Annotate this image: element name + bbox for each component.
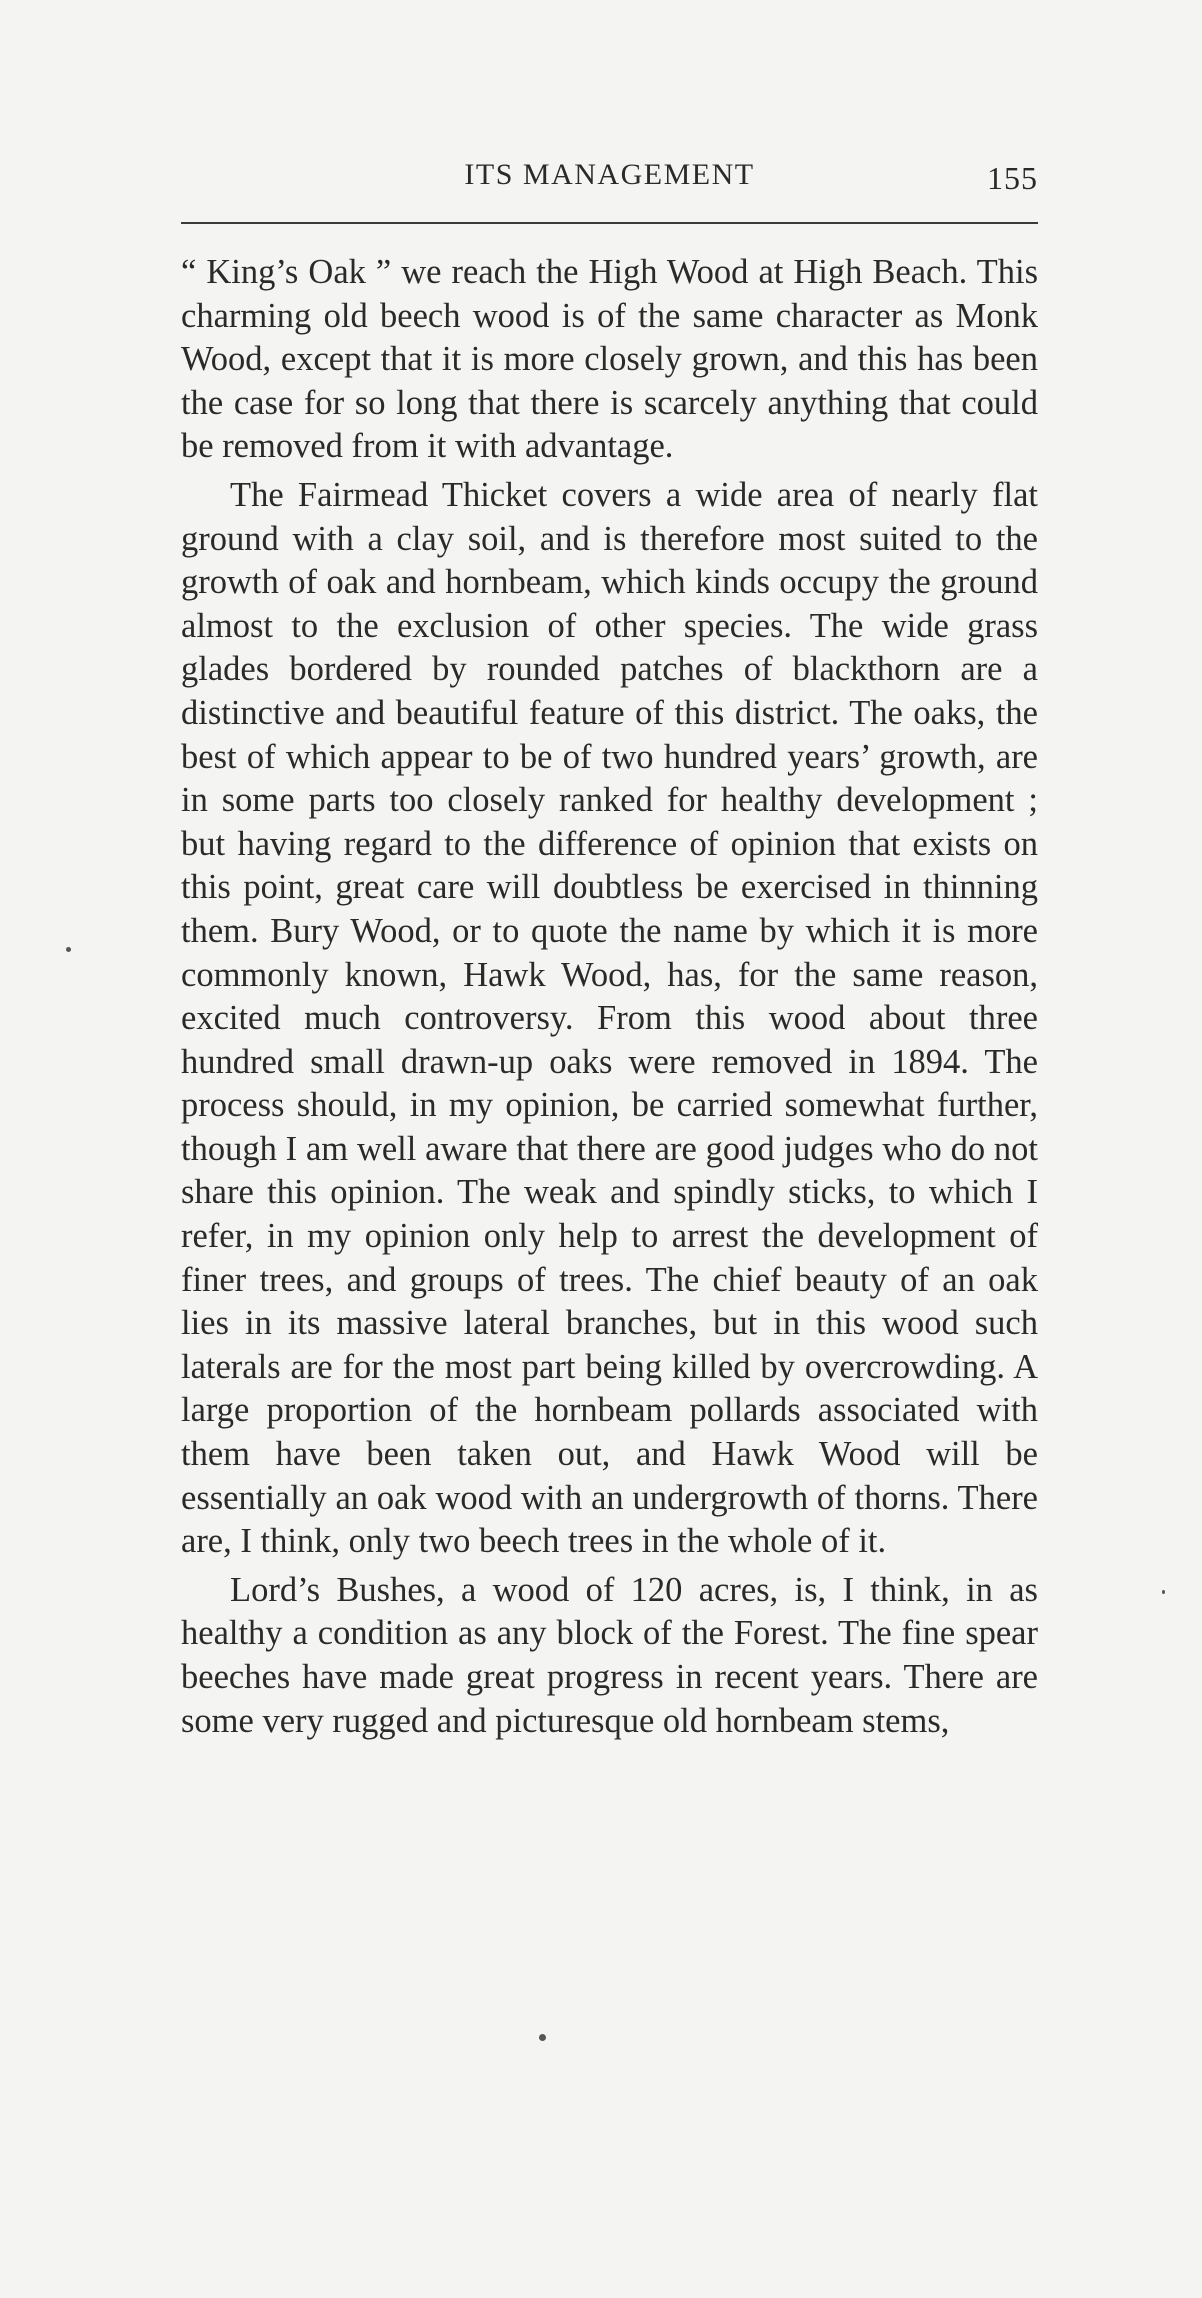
header-rule: [181, 222, 1038, 224]
paper-speck: [1162, 1590, 1165, 1594]
paragraph-2: The Fairmead Thicket covers a wide area of nearly flat ground with a clay soil, and is therefore most suited to the growth of oak and hornbeam, which kinds occupy the ground almost to the exclusion of other species. The wide grass glades bordered by rounded patches of blackthorn are a distinctive and beautiful feature of this district. The oaks, the best of which appear to be of two hundred years’ growth, are in some parts too closely ranked for healthy development ; but having regard to the difference of opinion that exists on this point, great care will doubtless be exercised in thinning them. Bury Wood, or to quote the name by which it is more commonly known, Hawk Wood, has, for the same reason, excited much controversy. From this wood about three hundred small drawn-up oaks were removed in 1894. The process should, in my opinion, be carried somewhat further, though I am well aware that there are good judges who do not share this opinion. The weak and spindly sticks, to which I refer, in my opinion only help to arrest the development of finer trees, and groups of trees. The chief beauty of an oak lies in its massive lateral branches, but in this wood such laterals are for the most part being killed by overcrowding. A large proportion of the hornbeam pollards associated with them have been taken out, and Hawk Wood will be essentially an oak wood with an undergrowth of thorns. There are, I think, only two beech trees in the whole of it.: [181, 475, 1038, 1561]
paper-speck: [66, 947, 71, 952]
page-number: 155: [987, 160, 1038, 196]
paragraph-3: Lord’s Bushes, a wood of 120 acres, is, I think, in as healthy a condition as any block of the Forest. The fine spear beeches have made great progress in recent years. There are some very rugged and picturesque old hornbeam stems,: [181, 1570, 1038, 1740]
running-head: [181, 158, 1038, 208]
running-title: ITS MANAGEMENT: [464, 158, 755, 191]
body-text: [181, 251, 1038, 1743]
paper-speck: [539, 2034, 546, 2041]
paragraph-1: “ King’s Oak ” we reach the High Wood at High Beach. This charming old beech wood is of the same character as Monk Wood, except that it is more closely grown, and this has been the case for so long that there is scarcely anything that could be removed from it with advantage.: [181, 253, 1038, 466]
